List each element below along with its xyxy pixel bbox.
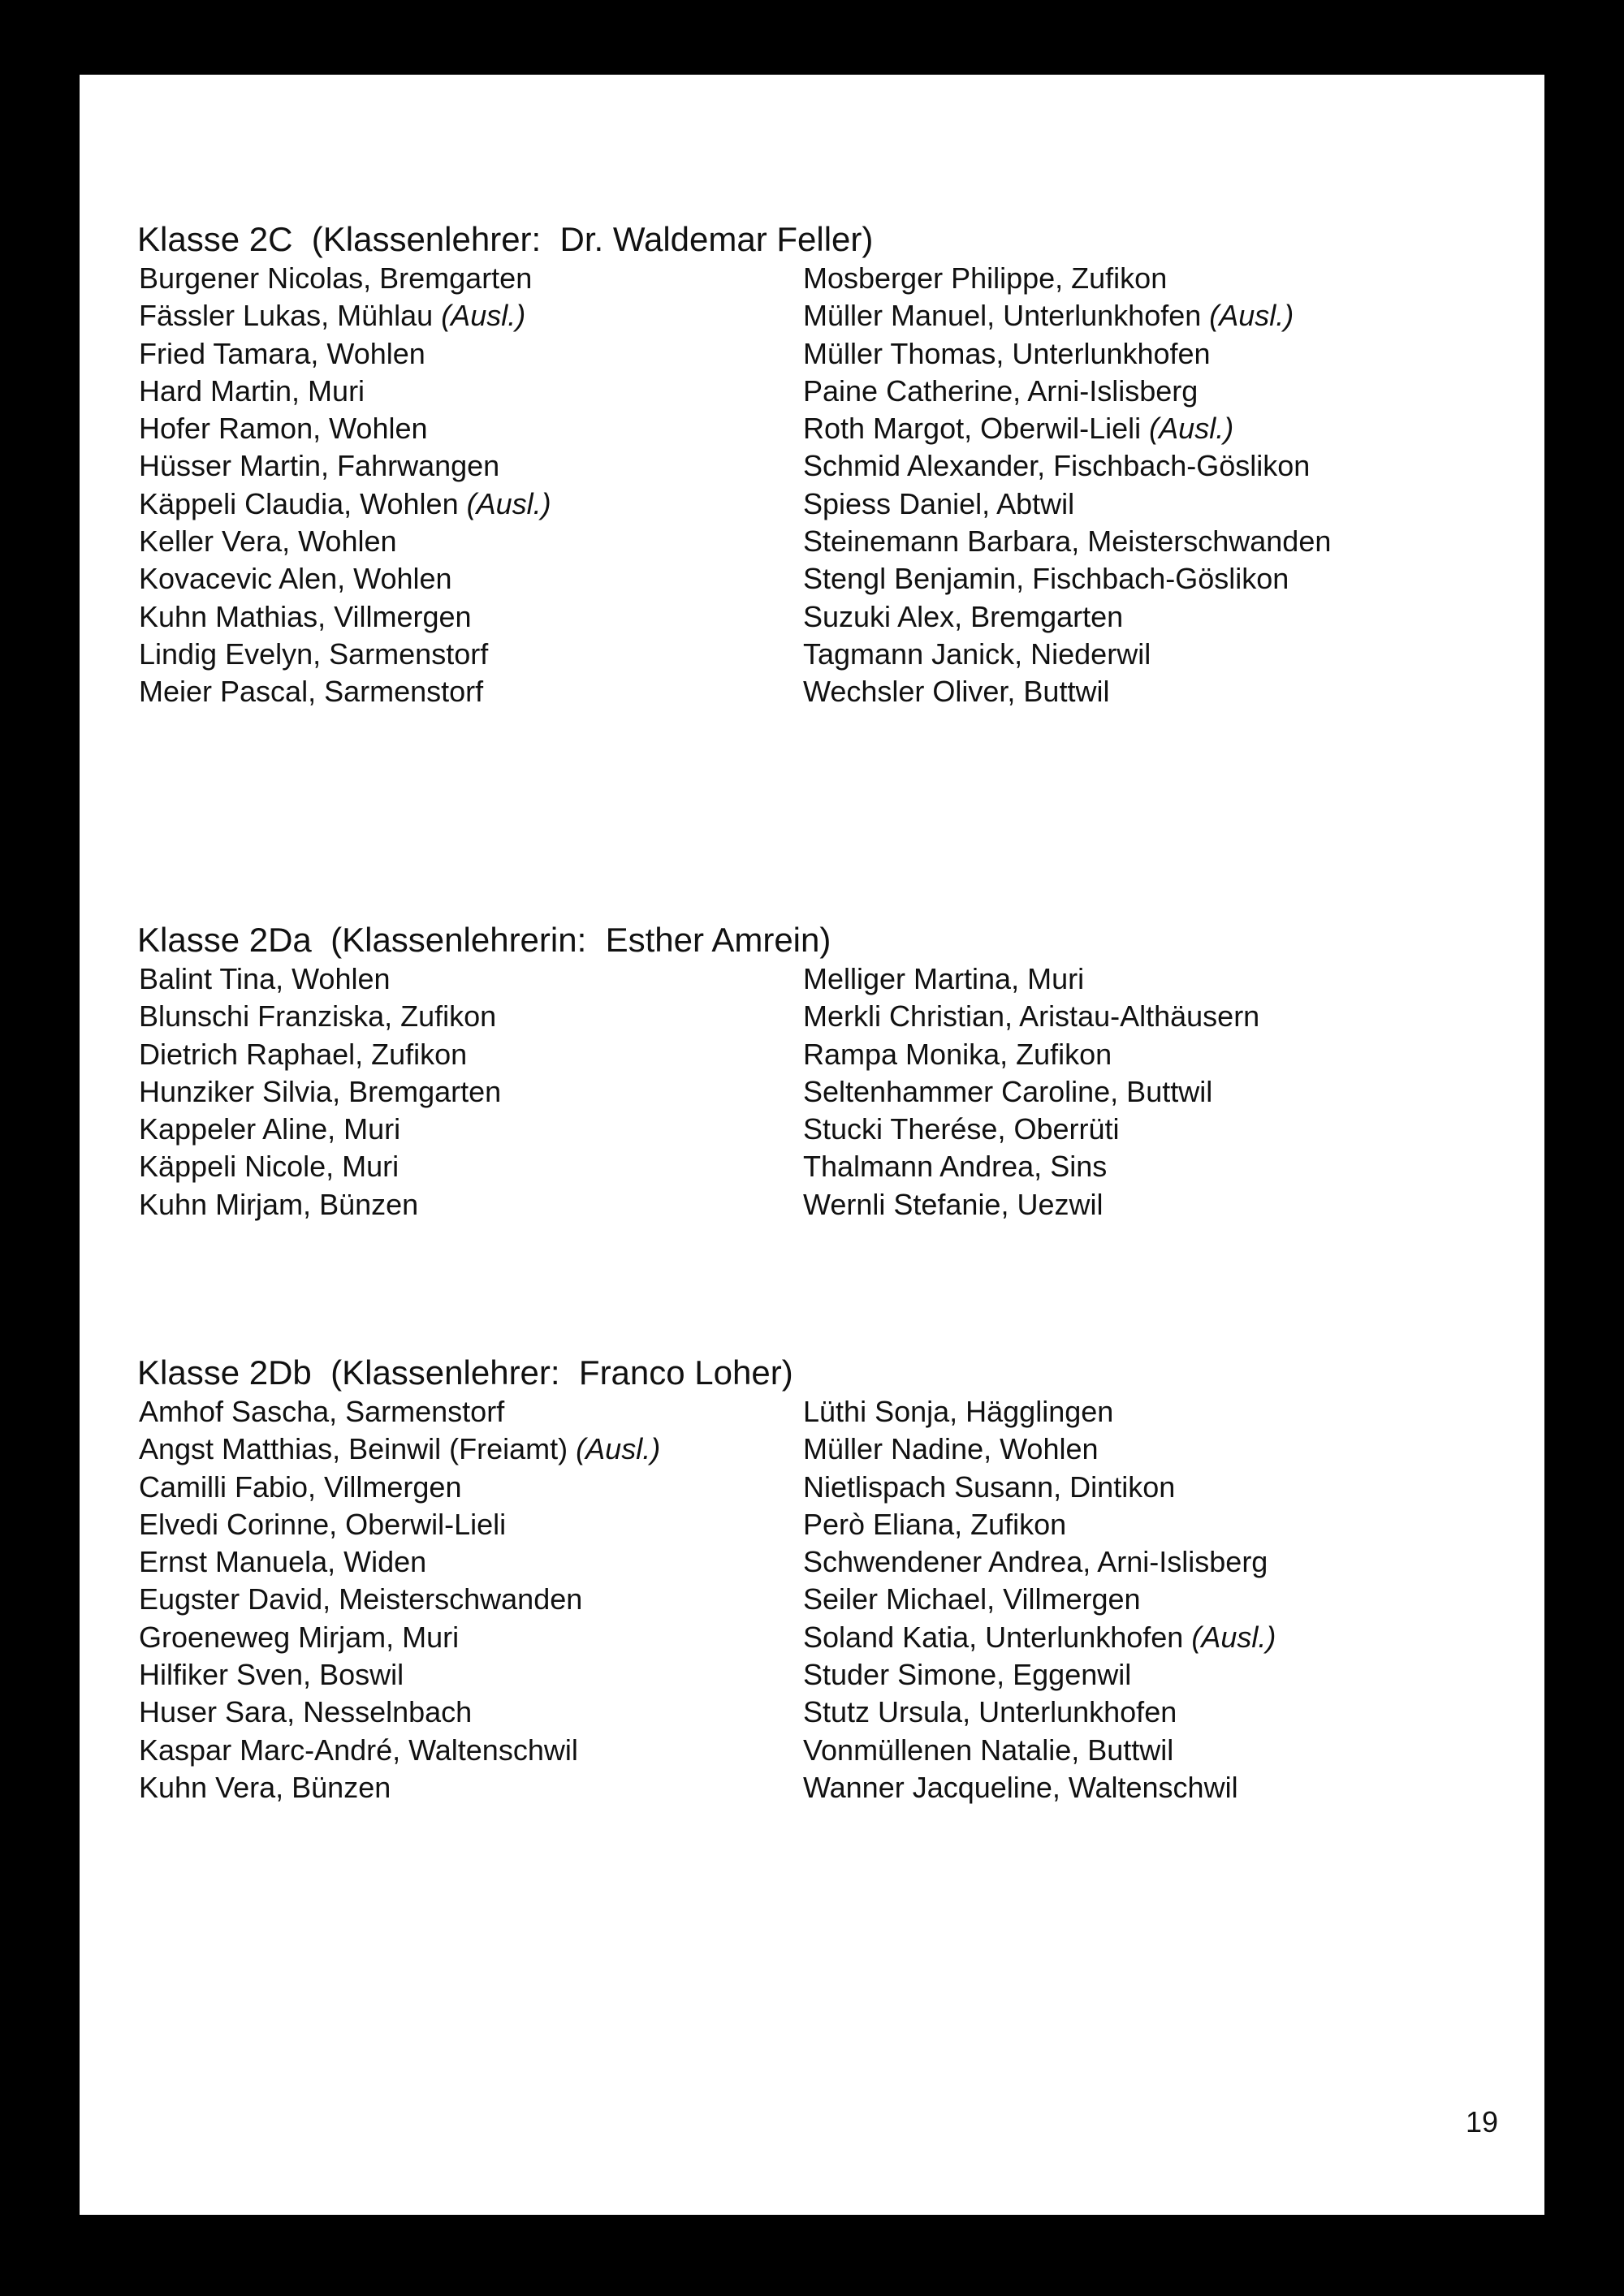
student-name: Soland Katia, Unterlunkhofen	[803, 1620, 1184, 1654]
student-name: Thalmann Andrea, Sins	[803, 1150, 1108, 1184]
student-name: Huser Sara, Nesselnbach	[139, 1695, 473, 1729]
student-name: Paine Catherine, Arni-Islisberg	[803, 373, 1199, 408]
student-entry	[139, 1036, 501, 1073]
student-entry	[803, 410, 1331, 447]
student-note: (Ausl.)	[576, 1432, 661, 1466]
student-name: Fried Tamara, Wohlen	[139, 336, 425, 370]
student-name: Mosberger Philippe, Zufikon	[803, 261, 1168, 295]
student-name: Ernst Manuela, Widen	[139, 1545, 427, 1579]
student-name: Suzuki Alex, Bremgarten	[803, 599, 1124, 633]
student-entry	[139, 447, 551, 485]
student-name: Tagmann Janick, Niederwil	[803, 637, 1151, 671]
student-name: Rampa Monika, Zufikon	[803, 1037, 1112, 1071]
student-name: Kaspar Marc-André, Waltenschwil	[139, 1733, 578, 1767]
student-entry	[139, 1431, 660, 1468]
student-name: Amhof Sascha, Sarmenstorf	[139, 1395, 505, 1428]
class-heading: Klasse 2Da (Klassenlehrerin: Esther Amrein)	[137, 921, 831, 959]
student-entry	[139, 1393, 660, 1431]
student-entry	[803, 673, 1331, 710]
student-name: Schwendener Andrea, Arni-Islisberg	[803, 1545, 1268, 1579]
student-name: Stengl Benjamin, Fischbach-Göslikon	[803, 562, 1289, 596]
student-entry	[139, 960, 501, 998]
student-entry	[803, 297, 1331, 334]
student-name: Lindig Evelyn, Sarmenstorf	[139, 637, 489, 671]
student-entry	[139, 560, 551, 598]
student-entry	[803, 260, 1331, 297]
student-name: Melliger Martina, Muri	[803, 962, 1085, 995]
student-entry	[803, 560, 1331, 598]
student-name: Vonmüllenen Natalie, Buttwil	[803, 1733, 1174, 1767]
student-entry	[803, 1186, 1259, 1224]
student-name: Balint Tina, Wohlen	[139, 962, 391, 995]
student-list-right	[803, 1393, 1276, 1806]
student-name: Hilfiker Sven, Boswil	[139, 1658, 404, 1692]
student-entry	[139, 1543, 660, 1581]
student-name: Hofer Ramon, Wohlen	[139, 412, 428, 446]
student-entry	[803, 1036, 1259, 1073]
student-entry	[803, 373, 1331, 410]
student-name: Dietrich Raphael, Zufikon	[139, 1037, 468, 1071]
student-name: Hunziker Silvia, Bremgarten	[139, 1074, 502, 1108]
student-name: Spiess Daniel, Abtwil	[803, 486, 1075, 520]
student-entry	[139, 373, 551, 410]
student-name: Angst Matthias, Beinwil (Freiamt)	[139, 1432, 568, 1466]
student-entry	[803, 1111, 1259, 1148]
student-entry	[139, 1469, 660, 1506]
student-name: Burgener Nicolas, Bremgarten	[139, 261, 533, 295]
student-name: Studer Simone, Eggenwil	[803, 1658, 1132, 1692]
student-name: Käppeli Claudia, Wohlen	[139, 486, 459, 520]
student-list-left	[139, 1393, 660, 1806]
student-name: Groeneweg Mirjam, Muri	[139, 1620, 460, 1654]
student-note: (Ausl.)	[441, 299, 526, 333]
student-list-right	[803, 260, 1331, 711]
student-name: Hard Martin, Muri	[139, 373, 365, 408]
student-entry	[803, 1148, 1259, 1185]
student-name: Kovacevic Alen, Wohlen	[139, 562, 452, 596]
student-entry	[803, 998, 1259, 1035]
student-name: Blunschi Franziska, Zufikon	[139, 999, 497, 1034]
student-entry	[803, 1732, 1276, 1769]
student-entry	[139, 335, 551, 373]
student-entry	[803, 523, 1331, 560]
student-entry	[139, 1694, 660, 1731]
student-name: Roth Margot, Oberwil-Lieli	[803, 412, 1142, 446]
student-name: Steinemann Barbara, Meisterschwanden	[803, 524, 1332, 559]
student-entry	[139, 636, 551, 673]
student-entry	[803, 960, 1259, 998]
student-name: Nietlispach Susann, Dintikon	[803, 1470, 1176, 1504]
student-entry	[803, 1073, 1259, 1111]
student-entry	[139, 1732, 660, 1769]
student-name: Käppeli Nicole, Muri	[139, 1150, 400, 1184]
student-entry	[139, 1769, 660, 1806]
student-name: Stutz Ursula, Unterlunkhofen	[803, 1695, 1177, 1729]
student-entry	[803, 1656, 1276, 1694]
student-entry	[139, 1186, 501, 1224]
student-list-left	[139, 960, 501, 1224]
student-entry	[803, 1581, 1276, 1618]
student-entry	[139, 1111, 501, 1148]
student-entry	[803, 447, 1331, 485]
student-entry	[139, 410, 551, 447]
class-section-2db	[137, 1353, 1469, 1804]
student-name: Wernli Stefanie, Uezwil	[803, 1187, 1104, 1221]
student-name: Stucki Therése, Oberrüti	[803, 1112, 1120, 1146]
document-page	[80, 75, 1544, 2215]
student-note: (Ausl.)	[1149, 412, 1234, 446]
page-number: 19	[1465, 2105, 1498, 2138]
student-name: Müller Thomas, Unterlunkhofen	[803, 336, 1211, 370]
student-name: Kuhn Mirjam, Bünzen	[139, 1187, 419, 1221]
student-entry	[803, 1769, 1276, 1806]
student-name: Seltenhammer Caroline, Buttwil	[803, 1074, 1213, 1108]
student-entry	[139, 297, 551, 334]
student-entry	[139, 1148, 501, 1185]
class-section-2da	[137, 920, 1469, 1221]
student-entry	[139, 486, 551, 523]
student-entry	[803, 1506, 1276, 1543]
student-name: Seiler Michael, Villmergen	[803, 1582, 1141, 1616]
student-list-right	[803, 960, 1259, 1224]
student-name: Wechsler Oliver, Buttwil	[803, 675, 1110, 709]
student-entry	[139, 523, 551, 560]
student-name: Kuhn Mathias, Villmergen	[139, 599, 472, 633]
student-note: (Ausl.)	[1191, 1620, 1276, 1654]
student-name: Elvedi Corinne, Oberwil-Lieli	[139, 1507, 507, 1541]
student-entry	[139, 1619, 660, 1656]
student-entry	[139, 1506, 660, 1543]
student-name: Keller Vera, Wohlen	[139, 524, 397, 559]
student-entry	[803, 1694, 1276, 1731]
student-entry	[803, 335, 1331, 373]
student-name: Meier Pascal, Sarmenstorf	[139, 675, 484, 709]
student-entry	[803, 1469, 1276, 1506]
student-name: Eugster David, Meisterschwanden	[139, 1582, 583, 1616]
student-entry	[803, 486, 1331, 523]
student-name: Lüthi Sonja, Hägglingen	[803, 1395, 1114, 1428]
student-note: (Ausl.)	[1209, 299, 1294, 333]
student-name: Fässler Lukas, Mühlau	[139, 299, 434, 333]
student-entry	[803, 1543, 1276, 1581]
student-entry	[139, 1073, 501, 1111]
class-heading: Klasse 2Db (Klassenlehrer: Franco Loher)	[137, 1353, 793, 1392]
class-section-2c	[137, 219, 1469, 709]
student-name: Hüsser Martin, Fahrwangen	[139, 449, 500, 483]
student-entry	[139, 598, 551, 636]
student-name: Merkli Christian, Aristau-Althäusern	[803, 999, 1260, 1034]
student-entry	[139, 998, 501, 1035]
student-entry	[803, 598, 1331, 636]
student-name: Müller Nadine, Wohlen	[803, 1432, 1099, 1466]
student-note: (Ausl.)	[466, 486, 551, 520]
student-entry	[803, 1619, 1276, 1656]
student-name: Però Eliana, Zufikon	[803, 1507, 1067, 1541]
student-name: Wanner Jacqueline, Waltenschwil	[803, 1770, 1238, 1804]
class-heading: Klasse 2C (Klassenlehrer: Dr. Waldemar Feller)	[137, 220, 874, 258]
student-entry	[803, 636, 1331, 673]
student-name: Kappeler Aline, Muri	[139, 1112, 401, 1146]
student-list-left	[139, 260, 551, 711]
student-entry	[139, 673, 551, 710]
student-entry	[139, 1656, 660, 1694]
student-entry	[803, 1431, 1276, 1468]
student-entry	[803, 1393, 1276, 1431]
student-name: Müller Manuel, Unterlunkhofen	[803, 299, 1202, 333]
student-name: Camilli Fabio, Villmergen	[139, 1470, 462, 1504]
student-name: Schmid Alexander, Fischbach-Göslikon	[803, 449, 1311, 483]
student-entry	[139, 260, 551, 297]
student-name: Kuhn Vera, Bünzen	[139, 1770, 391, 1804]
student-entry	[139, 1581, 660, 1618]
